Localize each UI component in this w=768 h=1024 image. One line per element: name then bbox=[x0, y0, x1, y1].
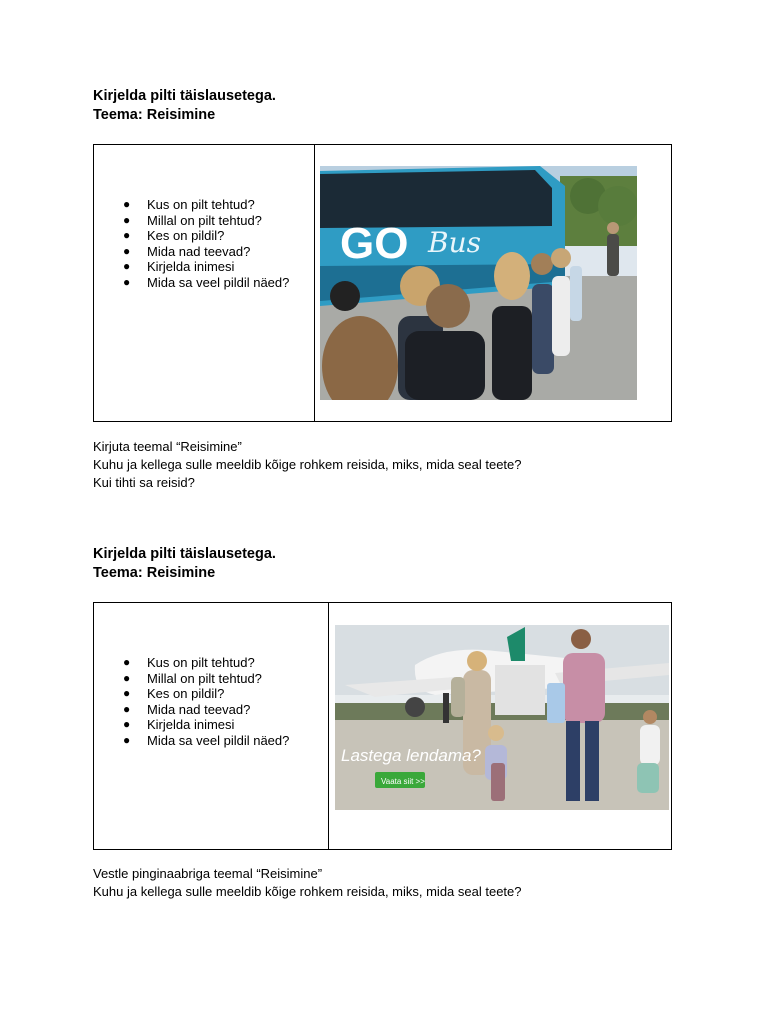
bullet-icon: ● bbox=[123, 259, 131, 273]
list-item: ● Kes on pildil? bbox=[123, 686, 225, 701]
bullet-icon: ● bbox=[123, 732, 131, 747]
bullet-icon: ● bbox=[123, 243, 131, 258]
list-item: ● Mida sa veel pildil näed? bbox=[123, 274, 290, 290]
bus-logo-text: GO bbox=[340, 219, 409, 268]
banner-text: Lastega lendama? bbox=[341, 746, 481, 765]
section-2-table bbox=[93, 602, 672, 850]
question-list bbox=[94, 197, 289, 290]
section-2-task bbox=[93, 865, 522, 901]
task-line: Vestle pinginaabriga teemal “Reisimine” bbox=[93, 866, 323, 881]
list-item: ● Millal on pilt tehtud? bbox=[123, 670, 262, 686]
list-item: ● Kirjelda inimesi bbox=[123, 259, 235, 274]
task-line: Kirjuta teemal “Reisimine” bbox=[93, 439, 242, 454]
list-item: ● Mida sa veel pildil näed? bbox=[123, 732, 290, 748]
list-item: ● Kus on pilt tehtud? bbox=[123, 655, 255, 670]
section-1-task bbox=[93, 438, 522, 492]
task-line: Kui tihti sa reisid? bbox=[93, 475, 195, 490]
bus-script-text: Bus bbox=[428, 226, 481, 259]
list-item: ● Mida nad teevad? bbox=[123, 243, 251, 259]
worksheet-instruction: Kirjelda pilti täislausetega. bbox=[93, 546, 276, 562]
table-divider bbox=[314, 145, 315, 421]
task-line: Kuhu ja kellega sulle meeldib kõige rohkem reisida, miks, mida seal teete? bbox=[93, 884, 522, 899]
question-list bbox=[94, 655, 289, 748]
bullet-icon: ● bbox=[123, 670, 131, 685]
bus-photo-illustration bbox=[320, 166, 637, 400]
list-item: ● Mida nad teevad? bbox=[123, 701, 251, 717]
list-item: ● Kus on pilt tehtud? bbox=[123, 197, 255, 212]
worksheet-topic: Teema: Reisimine bbox=[93, 565, 216, 581]
worksheet-instruction: Kirjelda pilti täislausetega. bbox=[93, 88, 276, 104]
bullet-icon: ● bbox=[123, 197, 131, 211]
bus-photo bbox=[320, 166, 637, 400]
section-2-heading bbox=[93, 545, 276, 583]
section-1-heading bbox=[93, 87, 276, 125]
bullet-icon: ● bbox=[123, 274, 131, 289]
banner-button-text: Vaata siit >> bbox=[381, 777, 425, 786]
airport-photo-illustration bbox=[335, 625, 669, 810]
list-item: ● Kes on pildil? bbox=[123, 228, 225, 243]
list-item: ● Millal on pilt tehtud? bbox=[123, 212, 262, 228]
section-1-table bbox=[93, 144, 672, 422]
table-divider bbox=[328, 603, 329, 849]
bullet-icon: ● bbox=[123, 717, 131, 731]
bullet-icon: ● bbox=[123, 212, 131, 227]
list-item: ● Kirjelda inimesi bbox=[123, 717, 235, 732]
bullet-icon: ● bbox=[123, 686, 131, 700]
bullet-icon: ● bbox=[123, 655, 131, 669]
bullet-icon: ● bbox=[123, 701, 131, 716]
worksheet-topic: Teema: Reisimine bbox=[93, 107, 216, 123]
bullet-icon: ● bbox=[123, 228, 131, 242]
task-line: Kuhu ja kellega sulle meeldib kõige rohkem reisida, miks, mida seal teete? bbox=[93, 457, 522, 472]
airport-photo bbox=[335, 625, 669, 810]
